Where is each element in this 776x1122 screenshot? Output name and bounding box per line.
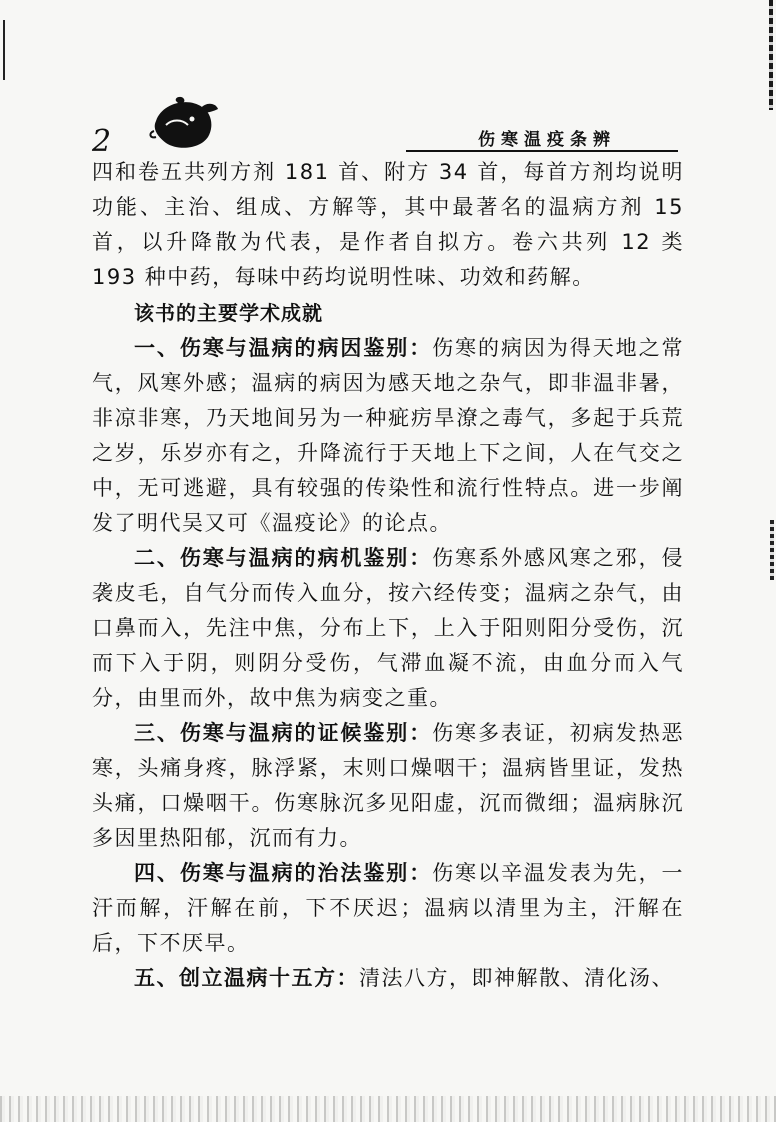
achievement-paragraph-4 [92,856,684,961]
achievement-lead-4: 四、伤寒与温病的治法鉴别： [134,861,433,885]
decorative-logo-icon [148,95,220,155]
achievement-lead-2: 二、伤寒与温病的病机鉴别： [134,546,433,570]
achievement-paragraph-2 [92,541,684,716]
achievement-text-2: 伤寒系外感风寒之邪，侵袭皮毛，自气分而传入血分，按六经传变；温病之杂气，由口鼻而入，先注中焦，分布上下，上入于阳则阳分受伤，沉而下入于阴，则阴分受伤，气滞血凝不流，由血分而入气分，由里而外，故中焦为病变之重。 [92,546,685,710]
header-rule [406,150,678,152]
achievement-lead-5: 五、创立温病十五方： [134,966,359,990]
page-number: 2 [92,124,112,159]
achievement-paragraph-1 [92,331,684,541]
scan-bottom-strip [0,1096,776,1122]
intro-paragraph: 四和卷五共列方剂 181 首、附方 34 首，每首方剂均说明功能、主治、组成、方解等，其中最著名的温病方剂 15 首，以升降散为代表，是作者自拟方。卷六共列 12 类 193 种中药，每味中药均说明性味、功效和药解。 [92,160,684,289]
scan-edge-mark-left [3,20,5,80]
achievement-text-1: 伤寒的病因为得天地之常气，风寒外感；温病的病因为感天地之杂气，即非温非暑，非凉非寒，乃天地间另为一种疵疠旱潦之毒气，多起于兵荒之岁，乐岁亦有之，升降流行于天地上下之间，人在气交之中，无可逃避，具有较强的传染性和流行性特点。进一步阐发了明代吴又可《温疫论》的论点。 [92,336,685,535]
section-heading: 该书的主要学术成就 [134,301,323,325]
scan-edge-mark-right-middle [770,520,774,580]
achievement-lead-3: 三、伤寒与温病的证候鉴别： [134,721,433,745]
running-title: 伤寒温疫条辨 [478,130,616,150]
achievement-text-5: 清法八方，即神解散、清化汤、 [359,966,674,990]
achievement-lead-1: 一、伤寒与温病的病因鉴别： [134,336,433,360]
achievement-text-4: 伤寒以辛温发表为先，一汗而解，汗解在前，下不厌迟；温病以清里为主，汗解在后，下不厌早。 [92,861,685,955]
achievement-paragraph-5 [92,961,684,996]
scan-edge-mark-right-top [769,0,773,110]
achievement-paragraph-3 [92,716,684,856]
page-content [92,155,684,996]
achievement-text-3: 伤寒多表证，初病发热恶寒，头痛身疼，脉浮紧，末则口燥咽干；温病皆里证，发热头痛，口燥咽干。伤寒脉沉多见阳虚，沉而微细；温病脉沉多因里热阳郁，沉而有力。 [92,721,685,850]
